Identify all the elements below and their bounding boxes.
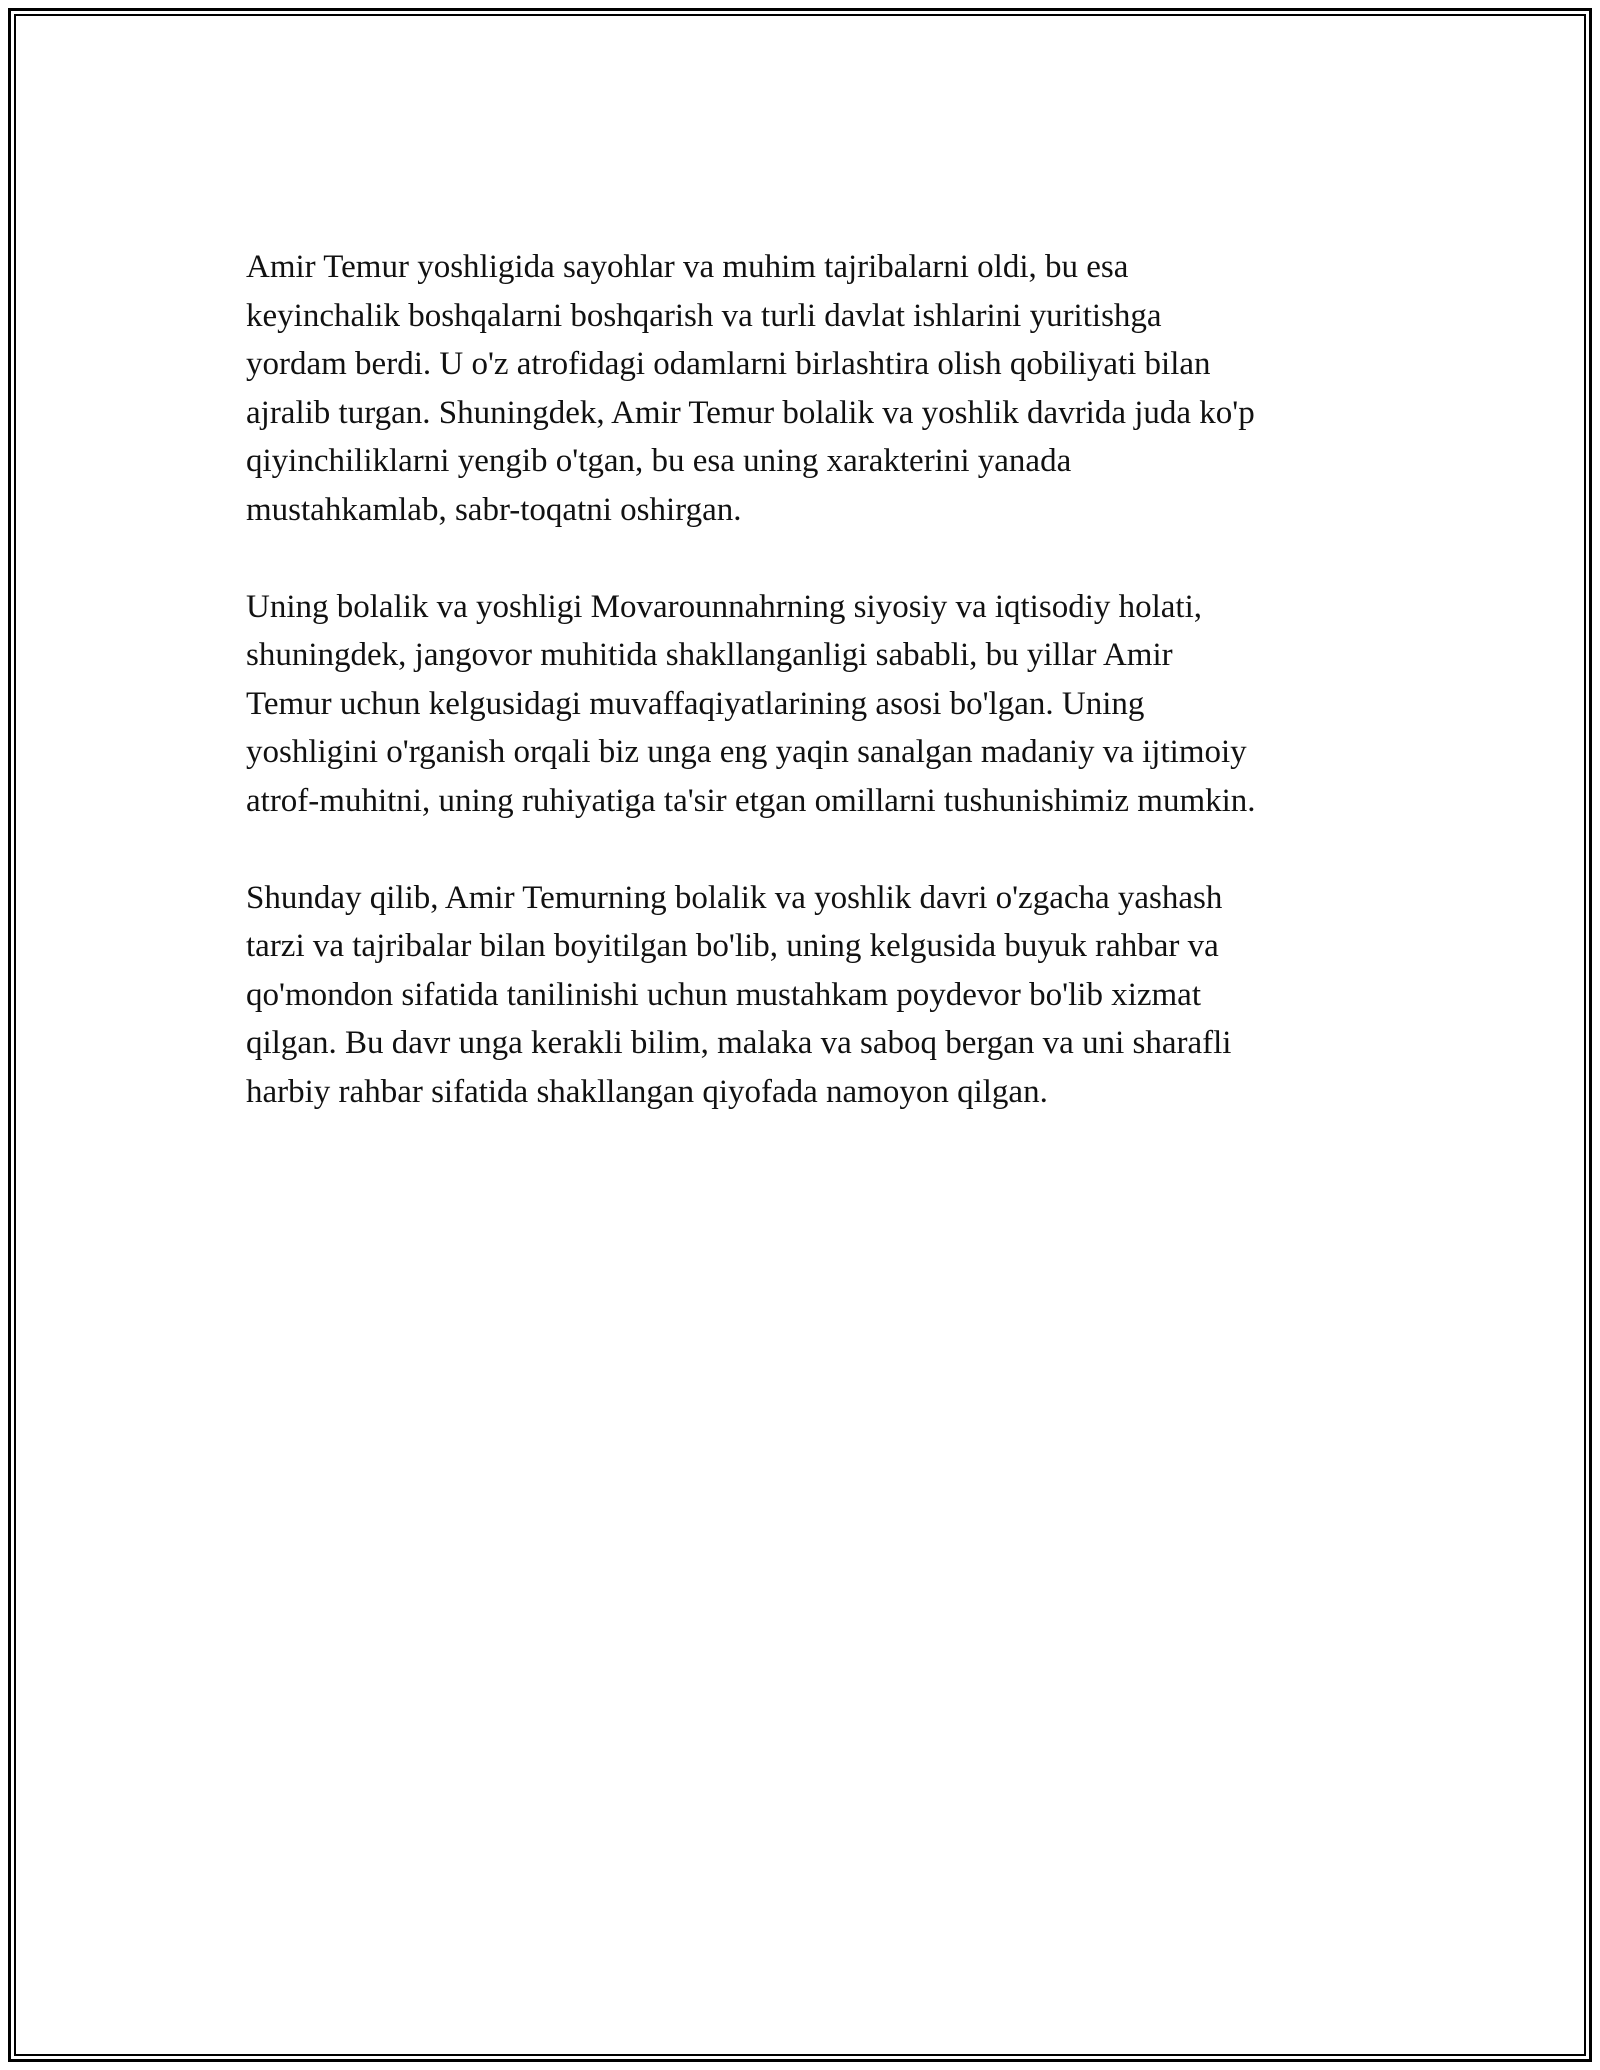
paragraph-3 <box>246 874 1386 1117</box>
text-line: Amir Temur yoshligida sayohlar va muhim tajribalarni oldi, bu esa <box>246 249 1129 285</box>
paragraph-1 <box>246 243 1386 534</box>
document-body <box>246 243 1386 1165</box>
text-line: qiyinchiliklarni yengib o'tgan, bu esa uning xarakterini yanada <box>246 443 1072 479</box>
text-line: mustahkamlab, sabr-toqatni oshirgan. <box>246 491 742 528</box>
text-line: Temur uchun kelgusidagi muvaffaqiyatlarining asosi bo'lgan. Uning <box>246 685 1145 722</box>
text-line: Shunday qilib, Amir Temurning bolalik va yoshlik davri o'zgacha yashash <box>246 879 1223 916</box>
text-line: qo'mondon sifatida tanilinishi uchun mustahkam poydevor bo'lib xizmat <box>246 976 1202 1013</box>
text-line: qilgan. Bu davr unga kerakli bilim, malaka va saboq bergan va uni sharafli <box>246 1025 1232 1061</box>
text-line: shuningdek, jangovor muhitida shakllanganligi sababli, bu yillar Amir <box>246 637 1173 673</box>
page-border <box>8 8 1592 2062</box>
text-line: harbiy rahbar sifatida shakllangan qiyofada namoyon qilgan. <box>246 1073 1048 1110</box>
text-line: tarzi va tajribalar bilan boyitilgan bo'lib, uning kelgusida buyuk rahbar va <box>246 928 1219 964</box>
text-line: yordam berdi. U o'z atrofidagi odamlarni birlashtira olish qobiliyati bilan <box>246 346 1211 382</box>
text-line: keyinchalik boshqalarni boshqarish va turli davlat ishlarini yuritishga <box>246 297 1162 334</box>
text-line: Uning bolalik va yoshligi Movarounnahrning siyosiy va iqtisodiy holati, <box>246 588 1203 625</box>
paragraph-2 <box>246 583 1386 826</box>
text-line: ajralib turgan. Shuningdek, Amir Temur bolalik va yoshlik davrida juda ko'p <box>246 394 1255 431</box>
text-line: atrof-muhitni, uning ruhiyatiga ta'sir etgan omillarni tushunishimiz mumkin. <box>246 782 1256 819</box>
text-line: yoshligini o'rganish orqali biz unga eng yaqin sanalgan madaniy va ijtimoiy <box>246 734 1247 770</box>
